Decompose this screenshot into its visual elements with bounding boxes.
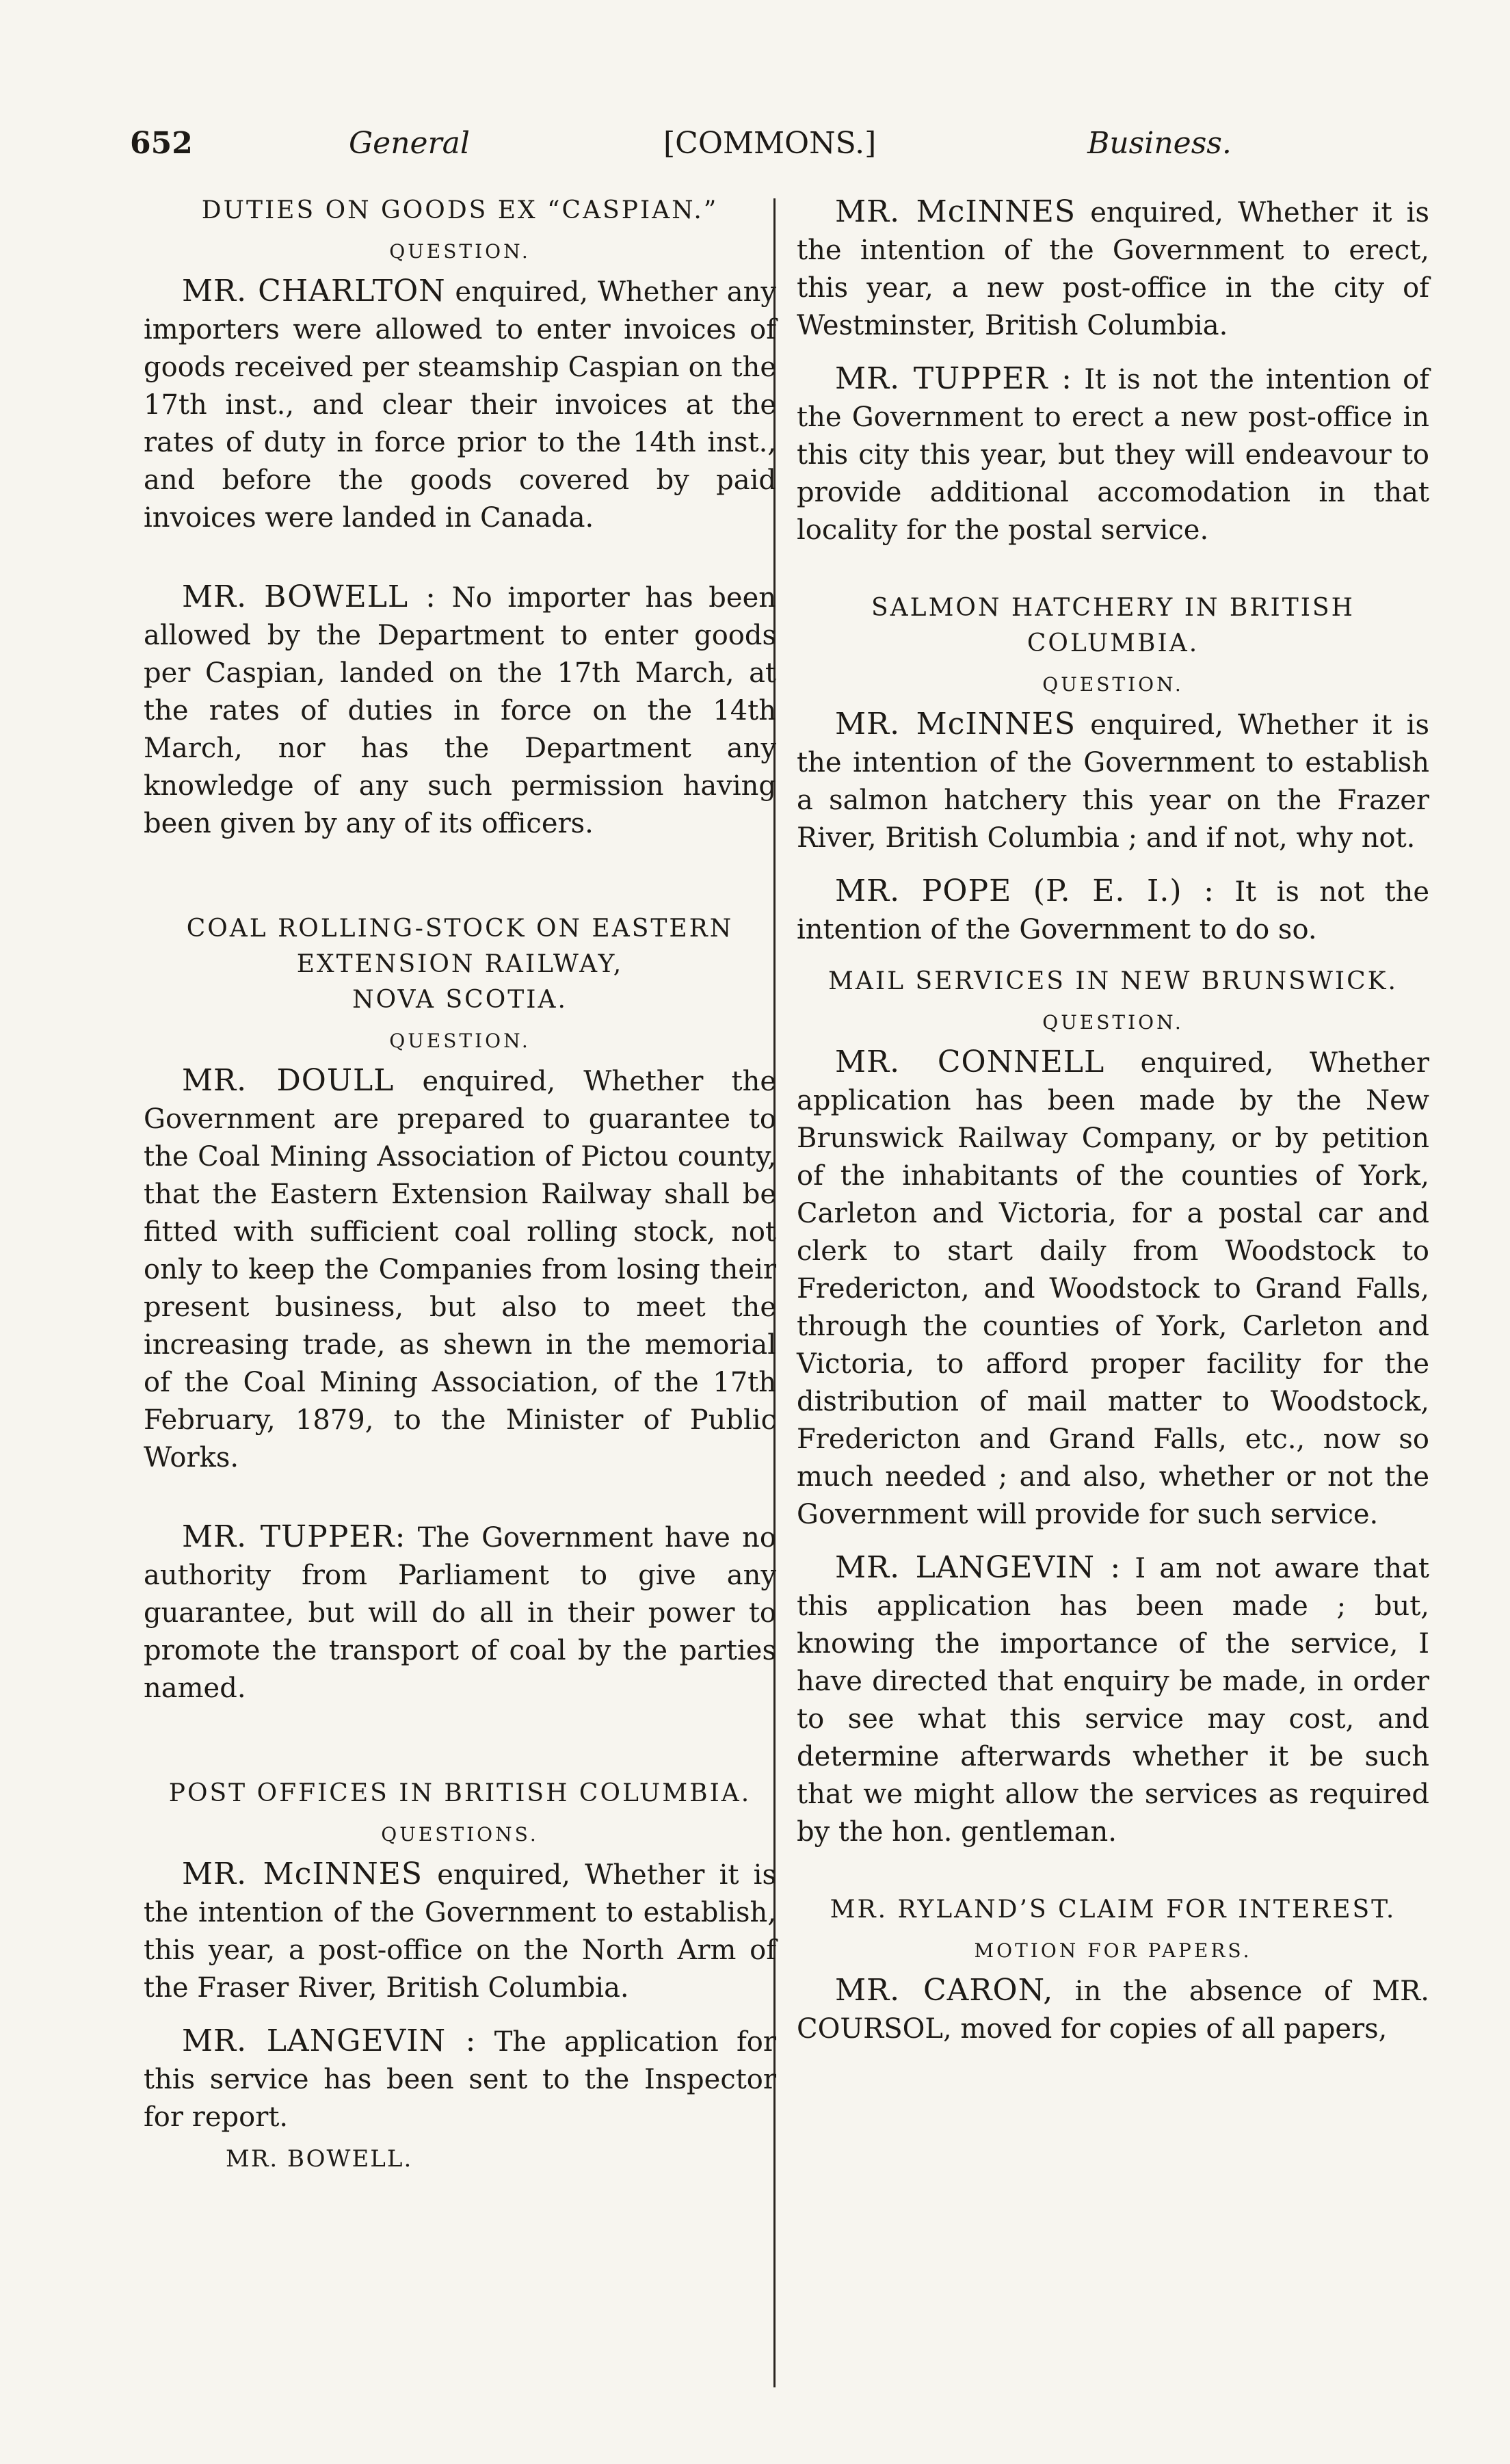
section-heading: MAIL SERVICES IN NEW BRUNSWICK.: [828, 967, 1398, 995]
speech-paragraph: [144, 578, 776, 843]
speech-text: enquired, Whether application has been made by the New Brunswick Railway Company, or by petition of the inhabitants of the counties of York, Carleton and Victoria, for a postal car and clerk to start daily from Woodstock to Fredericton, and Woodstock to Grand Falls, through the counties of York, Carleton and Victoria, to afford proper facility for the distribution of mail matter to Woodstock, Fredericton and Grand Falls, etc., now so much needed ; and also, whether or not the Government will provide for such service.: [797, 1047, 1430, 1530]
section-label: MOTION FOR PAPERS.: [974, 1939, 1252, 1962]
speech-paragraph: [144, 2022, 776, 2136]
speech-text: The Government have no authority from Parliament to give any guarantee, but will do all in their power to promote the transport of coal by the parties named.: [144, 1522, 777, 1704]
speech-text: It is not the intention of the Government to erect a new post-office in this city this year, but they will endeavour to provide additional accomodation in that locality for the postal service.: [797, 364, 1430, 546]
trailing-speaker: MR. BOWELL.: [226, 2145, 413, 2173]
speech-text: The application for this service has been sent to the Inspector for report.: [144, 2026, 776, 2133]
speech-paragraph: [144, 1518, 776, 1707]
speech-paragraph: [797, 1043, 1429, 1534]
speech-text: enquired, Whether it is the intention of the Government to establish a salmon hatchery this year on the Frazer River, British Columbia ; and if not, why not.: [797, 709, 1430, 854]
speaker-name: MR. LANGEVIN :: [182, 2023, 477, 2058]
section-heading: SALMON HATCHERY IN BRITISH: [871, 594, 1355, 622]
section-heading: MR. RYLAND’S CLAIM FOR INTEREST.: [830, 1896, 1396, 1924]
section-label: QUESTION.: [1042, 1011, 1184, 1034]
speaker-name: MR. CHARLTON: [182, 274, 446, 309]
speech-text: enquired, Whether it is the intention of the Government to erect, this year, a new post-office in the city of Westminster, British Columbia.: [797, 197, 1430, 341]
speech-text: enquired, Whether any importers were allowed to enter invoices of goods received per steamship Caspian on the 17th inst., and clear their invoices at the rates of duty in force prior to the 14th inst., and before the goods covered by paid invoices were landed in Canada.: [144, 276, 776, 534]
speech-paragraph: [144, 272, 776, 537]
speech-text: enquired, Whether the Government are prepared to guarantee to the Coal Mining Association of Pictou county, that the Eastern Extension Railway shall be fitted with sufficient coal rolling stock, not only to keep the Companies from losing their present business, but also to meet the increasing trade, as shewn in the memorial of the Coal Mining Association, of the 17th February, 1879, to the Minister of Public Works.: [144, 1066, 776, 1473]
speech-text: It is not the intention of the Government to do so.: [797, 876, 1430, 945]
speech-paragraph: [797, 193, 1429, 345]
section-label: QUESTION.: [389, 1030, 531, 1052]
speech-paragraph: [797, 1971, 1429, 2048]
speech-paragraph: [144, 1855, 776, 2007]
speech-paragraph: [797, 705, 1429, 857]
section-heading: COAL ROLLING-STOCK ON EASTERN: [186, 915, 734, 943]
running-head-center: [COMMONS.]: [663, 126, 877, 161]
speaker-name: MR. DOULL: [182, 1063, 395, 1098]
running-head-left: General: [349, 126, 470, 161]
section-heading: DUTIES ON GOODS EX “CASPIAN.”: [201, 196, 719, 224]
speech-text: enquired, Whether it is the intention of the Government to establish, this year, a post-office on the North Arm of the Fraser River, British Columbia.: [144, 1859, 777, 2004]
left-column: [144, 193, 776, 2178]
section-heading: COLUMBIA.: [1026, 629, 1200, 657]
section-label: QUESTION.: [1042, 673, 1184, 696]
speech-paragraph: [797, 1549, 1429, 1851]
section-heading: NOVA SCOTIA.: [352, 986, 568, 1014]
speech-paragraph: [144, 1062, 776, 1477]
speech-paragraph: [797, 872, 1429, 949]
section-heading: POST OFFICES IN BRITISH COLUMBIA.: [168, 1779, 752, 1807]
speech-text: I am not aware that this application has been made ; but, knowing the importance of the service, I have directed that enquiry be made, in order to see what this service may cost, and determine afterwards whether it be such that we might allow the services as required by the hon. gentleman.: [797, 1553, 1430, 1848]
speaker-name: MR. McINNES: [835, 707, 1076, 742]
speech-paragraph: [797, 360, 1429, 549]
speaker-name: MR. McINNES: [835, 194, 1076, 229]
page-number: 652: [130, 126, 193, 161]
speaker-name: MR. BOWELL :: [182, 579, 436, 614]
section-heading: EXTENSION RAILWAY,: [296, 950, 624, 978]
speaker-name: MR. POPE (P. E. I.) :: [835, 874, 1215, 908]
speaker-name: MR. CONNELL: [835, 1045, 1105, 1079]
speaker-name: MR. TUPPER:: [182, 1519, 406, 1554]
speaker-name: MR. CARON,: [835, 1973, 1054, 2008]
right-column: [797, 193, 1429, 2048]
speech-text: No importer has been allowed by the Department to enter goods per Caspian, landed on the 17th March, at the rates of duties in force on the 14th March, nor has the Department any knowledge of any such permission having been given by any of its officers.: [144, 582, 776, 839]
speech-text: in the absence of MR. COURSOL, moved for copies of all papers,: [797, 1976, 1430, 2045]
section-label: QUESTIONS.: [381, 1823, 539, 1846]
running-head-right: Business.: [1087, 126, 1232, 161]
section-label: QUESTION.: [389, 240, 531, 263]
speaker-name: MR. TUPPER :: [835, 361, 1072, 396]
speaker-name: MR. McINNES: [182, 1857, 423, 1891]
speaker-name: MR. LANGEVIN :: [835, 1550, 1122, 1585]
running-head: [130, 126, 1361, 167]
